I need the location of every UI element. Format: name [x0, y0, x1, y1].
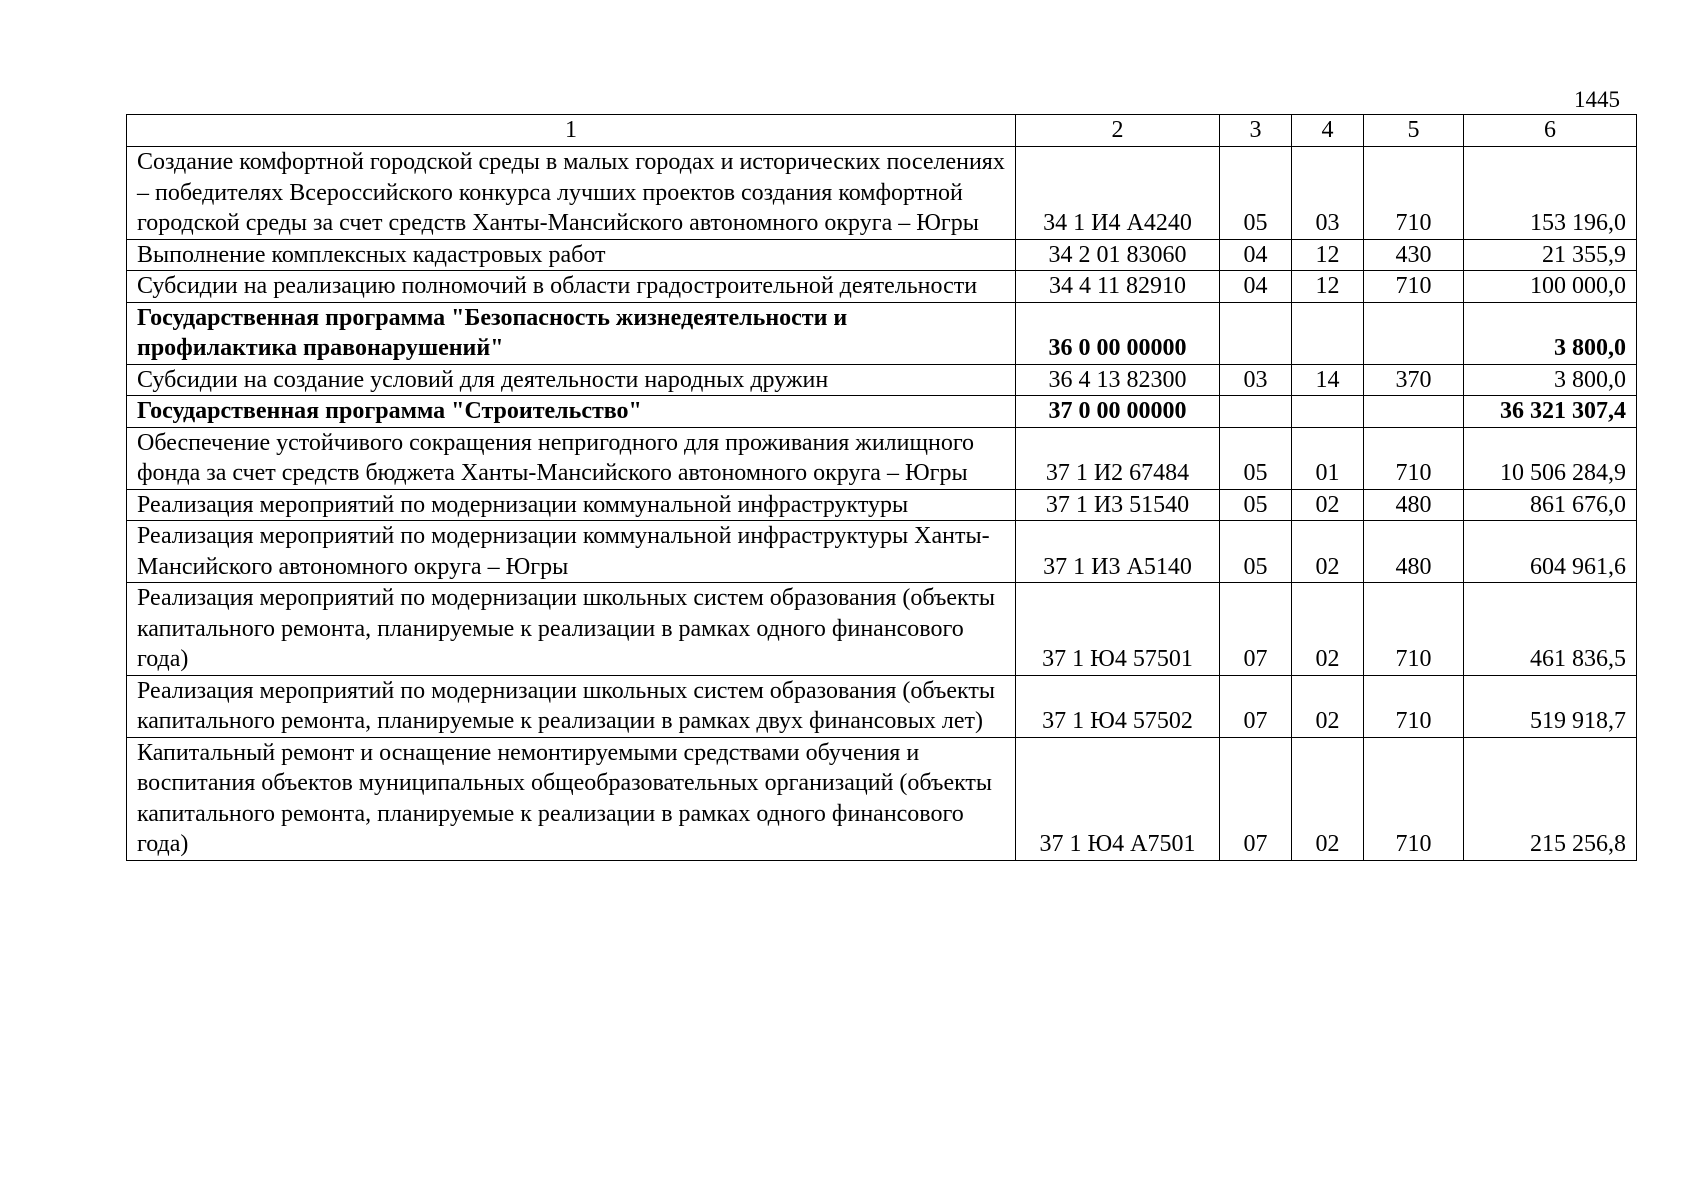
row-code-cell: 34 1 И4 А4240	[1016, 147, 1220, 240]
row-code-cell: 34 2 01 83060	[1016, 239, 1220, 271]
row-code-cell: 37 1 И3 51540	[1016, 489, 1220, 521]
table-row	[127, 396, 1637, 428]
table-row	[127, 364, 1637, 396]
row-expense-type-cell	[1364, 396, 1464, 428]
row-subsection-cell	[1292, 302, 1364, 364]
row-code-cell: 37 1 Ю4 А7501	[1016, 737, 1220, 860]
table-row	[127, 239, 1637, 271]
row-amount-cell: 153 196,0	[1464, 147, 1637, 240]
table-row	[127, 583, 1637, 676]
row-code-cell: 34 4 11 82910	[1016, 271, 1220, 303]
row-code-cell: 37 1 И3 А5140	[1016, 521, 1220, 583]
row-expense-type-cell: 710	[1364, 271, 1464, 303]
row-amount-cell: 604 961,6	[1464, 521, 1637, 583]
table-row	[127, 427, 1637, 489]
row-name-cell: Субсидии на создание условий для деятельности народных дружин	[127, 364, 1016, 396]
row-name-cell: Субсидии на реализацию полномочий в области градостроительной деятельности	[127, 271, 1016, 303]
row-subsection-cell: 02	[1292, 737, 1364, 860]
table-body	[127, 147, 1637, 861]
table-row	[127, 675, 1637, 737]
row-expense-type-cell: 710	[1364, 737, 1464, 860]
row-name-cell: Обеспечение устойчивого сокращения непригодного для проживания жилищного фонда за счет средств бюджета Ханты-Мансийского автономного округа – Югры	[127, 427, 1016, 489]
row-section-cell: 05	[1220, 147, 1292, 240]
row-amount-cell: 215 256,8	[1464, 737, 1637, 860]
row-section-cell: 05	[1220, 427, 1292, 489]
budget-table	[126, 114, 1637, 861]
header-col-1: 1	[127, 115, 1016, 147]
row-section-cell: 07	[1220, 583, 1292, 676]
row-subsection-cell: 02	[1292, 583, 1364, 676]
row-section-cell: 07	[1220, 737, 1292, 860]
row-name-cell: Государственная программа "Строительство"	[127, 396, 1016, 428]
row-section-cell: 05	[1220, 521, 1292, 583]
row-code-cell: 37 1 И2 67484	[1016, 427, 1220, 489]
row-amount-cell: 461 836,5	[1464, 583, 1637, 676]
table-row	[127, 147, 1637, 240]
row-section-cell: 04	[1220, 271, 1292, 303]
row-section-cell: 07	[1220, 675, 1292, 737]
row-expense-type-cell: 480	[1364, 489, 1464, 521]
row-name-cell: Реализация мероприятий по модернизации коммунальной инфраструктуры	[127, 489, 1016, 521]
row-amount-cell: 3 800,0	[1464, 364, 1637, 396]
row-section-cell: 04	[1220, 239, 1292, 271]
row-amount-cell: 3 800,0	[1464, 302, 1637, 364]
header-col-6: 6	[1464, 115, 1637, 147]
row-code-cell: 37 1 Ю4 57502	[1016, 675, 1220, 737]
row-subsection-cell	[1292, 396, 1364, 428]
row-subsection-cell: 12	[1292, 271, 1364, 303]
row-subsection-cell: 02	[1292, 489, 1364, 521]
table-header-row	[127, 115, 1637, 147]
header-col-2: 2	[1016, 115, 1220, 147]
header-col-3: 3	[1220, 115, 1292, 147]
row-amount-cell: 21 355,9	[1464, 239, 1637, 271]
row-code-cell: 37 0 00 00000	[1016, 396, 1220, 428]
row-subsection-cell: 14	[1292, 364, 1364, 396]
row-expense-type-cell: 710	[1364, 427, 1464, 489]
row-name-cell: Капитальный ремонт и оснащение немонтируемыми средствами обучения и воспитания объектов муниципальных общеобразовательных организаций (объекты капитального ремонта, планируемые к реализации в рамках одного финансового года)	[127, 737, 1016, 860]
row-expense-type-cell: 710	[1364, 583, 1464, 676]
row-expense-type-cell: 370	[1364, 364, 1464, 396]
row-amount-cell: 36 321 307,4	[1464, 396, 1637, 428]
row-code-cell: 36 0 00 00000	[1016, 302, 1220, 364]
row-amount-cell: 861 676,0	[1464, 489, 1637, 521]
row-amount-cell: 10 506 284,9	[1464, 427, 1637, 489]
table-row	[127, 302, 1637, 364]
table-row	[127, 489, 1637, 521]
row-expense-type-cell: 430	[1364, 239, 1464, 271]
row-section-cell	[1220, 396, 1292, 428]
row-subsection-cell: 03	[1292, 147, 1364, 240]
row-code-cell: 37 1 Ю4 57501	[1016, 583, 1220, 676]
row-amount-cell: 519 918,7	[1464, 675, 1637, 737]
table-row	[127, 521, 1637, 583]
row-expense-type-cell: 480	[1364, 521, 1464, 583]
table-row	[127, 271, 1637, 303]
row-name-cell: Выполнение комплексных кадастровых работ	[127, 239, 1016, 271]
header-col-5: 5	[1364, 115, 1464, 147]
row-name-cell: Государственная программа "Безопасность жизнедеятельности и профилактика правонарушений"	[127, 302, 1016, 364]
row-code-cell: 36 4 13 82300	[1016, 364, 1220, 396]
header-col-4: 4	[1292, 115, 1364, 147]
row-name-cell: Реализация мероприятий по модернизации школьных систем образования (объекты капитального ремонта, планируемые к реализации в рамках двух финансовых лет)	[127, 675, 1016, 737]
row-subsection-cell: 02	[1292, 521, 1364, 583]
row-amount-cell: 100 000,0	[1464, 271, 1637, 303]
row-subsection-cell: 02	[1292, 675, 1364, 737]
table-row	[127, 737, 1637, 860]
row-name-cell: Реализация мероприятий по модернизации коммунальной инфраструктуры Ханты-Мансийского автономного округа – Югры	[127, 521, 1016, 583]
row-name-cell: Создание комфортной городской среды в малых городах и исторических поселениях – победителях Всероссийского конкурса лучших проектов создания комфортной городской среды за счет средств Ханты-Мансийского автономного округа – Югры	[127, 147, 1016, 240]
page-number: 1445	[1574, 87, 1620, 112]
row-subsection-cell: 01	[1292, 427, 1364, 489]
row-section-cell: 03	[1220, 364, 1292, 396]
row-name-cell: Реализация мероприятий по модернизации школьных систем образования (объекты капитального ремонта, планируемые к реализации в рамках одного финансового года)	[127, 583, 1016, 676]
row-section-cell	[1220, 302, 1292, 364]
row-section-cell: 05	[1220, 489, 1292, 521]
row-expense-type-cell	[1364, 302, 1464, 364]
row-expense-type-cell: 710	[1364, 147, 1464, 240]
row-subsection-cell: 12	[1292, 239, 1364, 271]
row-expense-type-cell: 710	[1364, 675, 1464, 737]
